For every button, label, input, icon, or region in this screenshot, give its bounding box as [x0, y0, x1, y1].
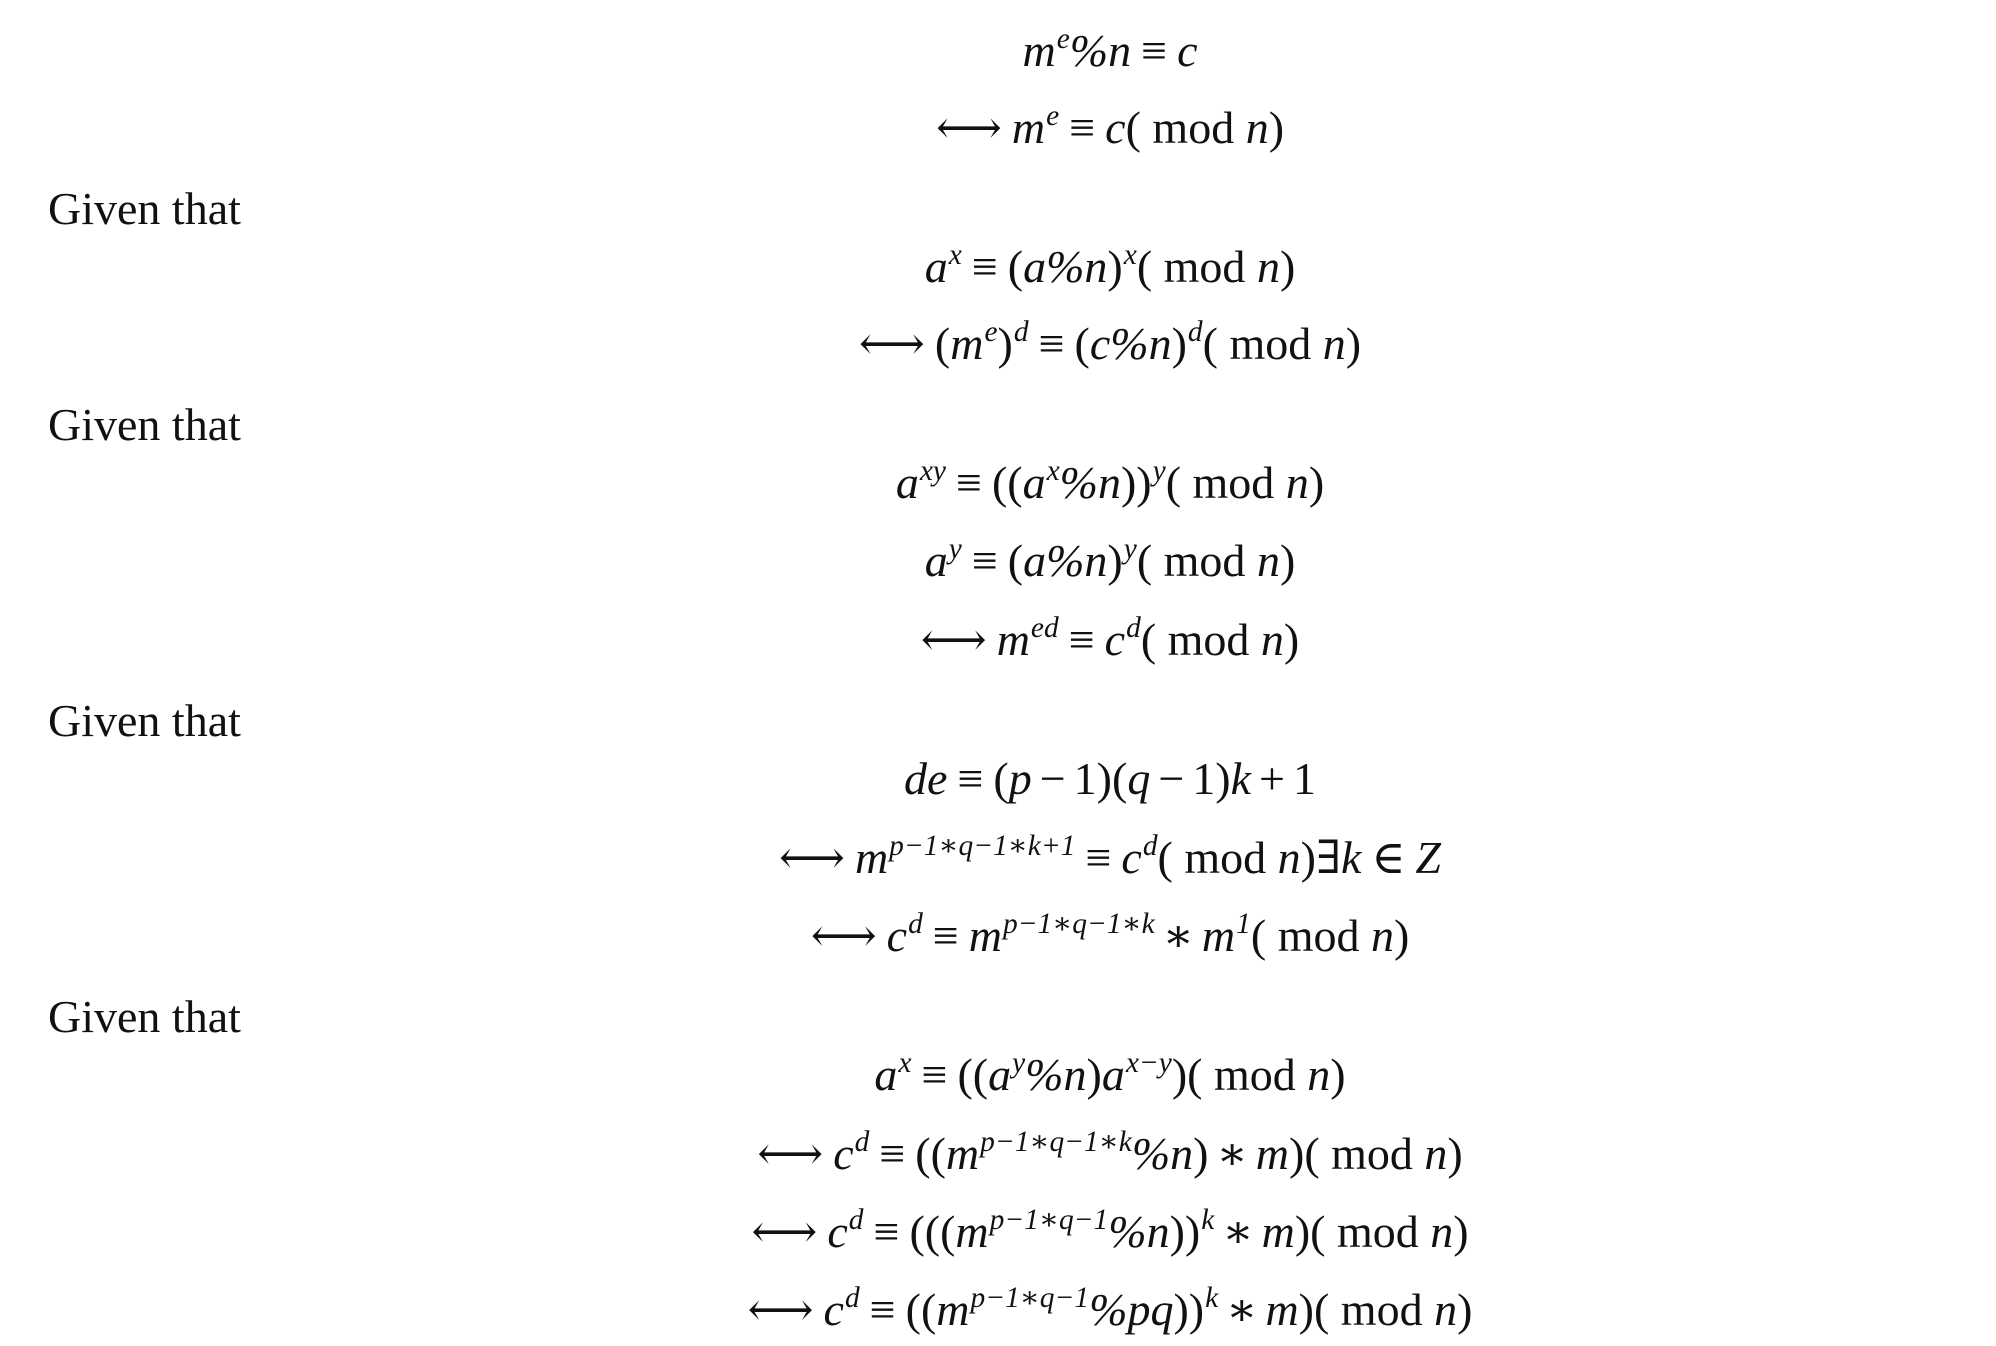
- equation-2: ⟷ $m^e \equiv c$( mod n): [935, 99, 1285, 154]
- equation-1: $m^e\%n \equiv c$: [1022, 22, 1198, 76]
- equation-9: ⟷ $m^{p-1∗q-1∗k+1} \equiv c^d$( mod n)∃k ∈ Z: [778, 829, 1442, 884]
- equation-12: ⟷ $c^d \equiv ((m^{p-1∗q-1∗k}\%n)$ ∗ m)( mod n): [757, 1125, 1463, 1180]
- equation-3: $a^x \equiv (a\%n)^x$( mod n): [924, 238, 1296, 292]
- given-that-label: Given that: [48, 695, 241, 746]
- equation-10: ⟷ $c^d \equiv m^{p-1∗q-1∗k}$ ∗ $m^1$( mod n): [810, 907, 1410, 962]
- given-that-label: Given that: [48, 399, 241, 450]
- equation-6: $a^y \equiv (a\%n)^y$( mod n): [924, 532, 1296, 586]
- equation-14: ⟷ $c^d \equiv ((m^{p-1∗q-1}\%pq))^k$ ∗ m)( mod n): [747, 1281, 1473, 1336]
- equation-7: ⟷ $m^{ed} \equiv c^d$( mod n): [920, 611, 1300, 666]
- given-that-label: Given that: [48, 183, 241, 234]
- equation-4: ⟷ $(m^e)^d \equiv (c\%n)^d$( mod n): [858, 315, 1362, 370]
- equation-5: $a^{xy} \equiv ((a^x\%n))^y$( mod n): [895, 454, 1325, 508]
- equation-8: de ≡ (p − 1)(q − 1)k + 1: [904, 753, 1316, 804]
- given-that-label: Given that: [48, 991, 241, 1042]
- equation-13: ⟷ $c^d \equiv (((m^{p-1∗q-1}\%n))^k$ ∗ m)( mod n): [751, 1203, 1469, 1258]
- equation-11: $a^x \equiv ((a^y\%n)a^{x-y})$( mod n): [874, 1046, 1346, 1100]
